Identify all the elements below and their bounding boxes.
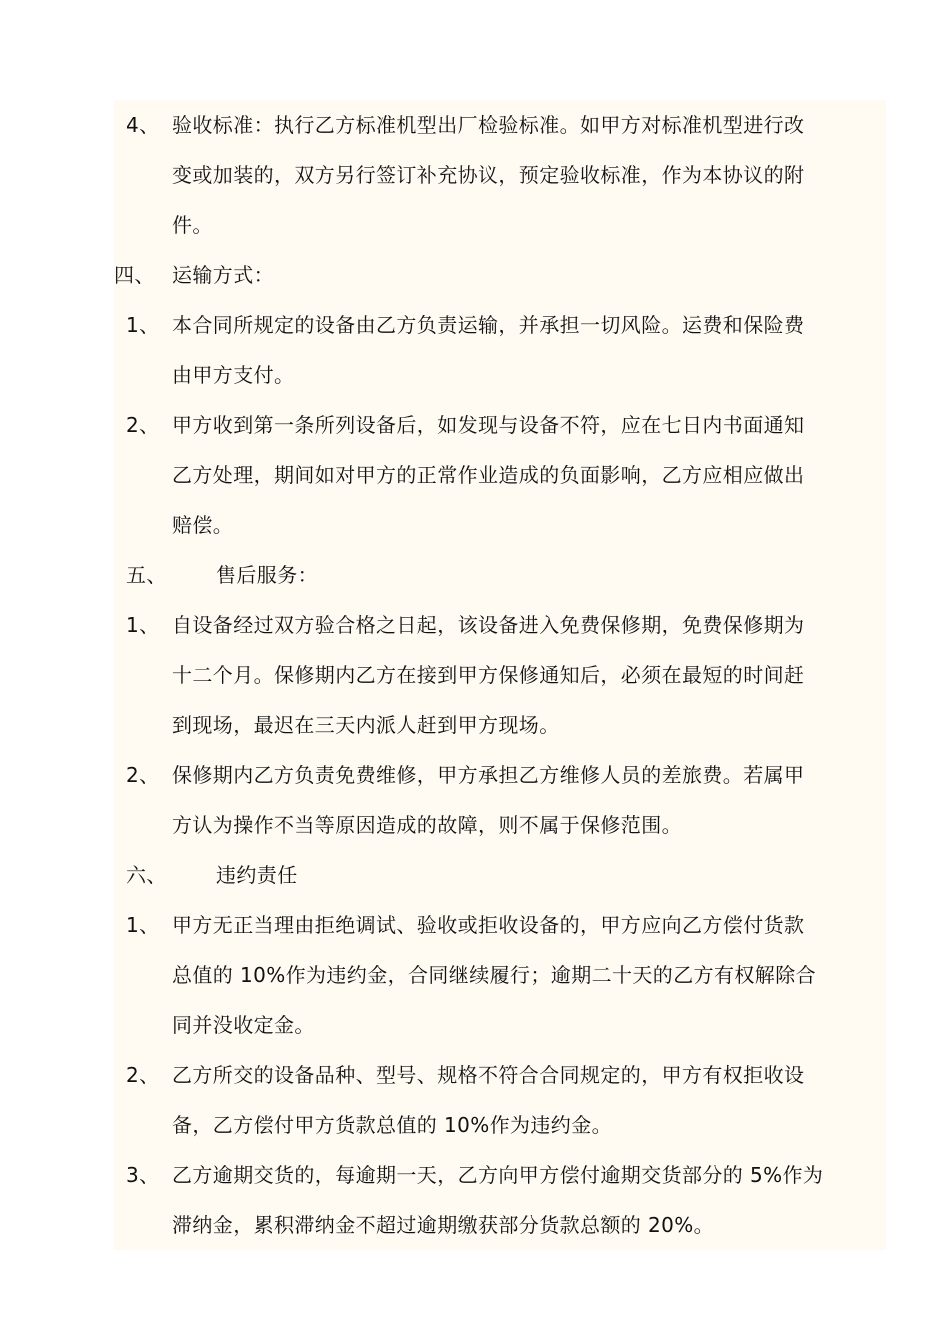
clause-line bbox=[114, 1150, 884, 1200]
clause-text: 乙方处理，期间如对甲方的正常作业造成的负面影响，乙方应相应做出 bbox=[172, 463, 805, 487]
clause-line bbox=[114, 750, 884, 800]
clause-number: 4、 bbox=[126, 113, 160, 137]
clause-text: 乙方所交的设备品种、型号、规格不符合合同规定的，甲方有权拒收设 bbox=[172, 1063, 805, 1087]
clause-line bbox=[114, 500, 884, 550]
clause-line bbox=[114, 700, 884, 750]
clause-text: 方认为操作不当等原因造成的故障，则不属于保修范围。 bbox=[172, 813, 682, 837]
clause-line bbox=[114, 1200, 884, 1250]
clause-text: 备，乙方偿付甲方货款总值的 10%作为违约金。 bbox=[172, 1113, 613, 1137]
clause-text: 同并没收定金。 bbox=[172, 1013, 315, 1037]
section-heading bbox=[114, 850, 884, 900]
clause-number: 1、 bbox=[126, 913, 160, 937]
clause-number: 2、 bbox=[126, 763, 160, 787]
section-number: 四、 bbox=[114, 263, 155, 287]
clause-line bbox=[114, 600, 884, 650]
section-title: 售后服务： bbox=[216, 563, 318, 587]
clause-text: 本合同所规定的设备由乙方负责运输，并承担一切风险。运费和保险费 bbox=[172, 313, 805, 337]
clause-line bbox=[114, 350, 884, 400]
clause-text: 甲方无正当理由拒绝调试、验收或拒收设备的，甲方应向乙方偿付货款 bbox=[172, 913, 805, 937]
clause-number: 3、 bbox=[126, 1163, 160, 1187]
clause-line bbox=[114, 1100, 884, 1150]
clause-number: 1、 bbox=[126, 313, 160, 337]
clause-number: 2、 bbox=[126, 1063, 160, 1087]
clause-text: 到现场，最迟在三天内派人赶到甲方现场。 bbox=[172, 713, 560, 737]
clause-line bbox=[114, 300, 884, 350]
clause-text: 十二个月。保修期内乙方在接到甲方保修通知后，必须在最短的时间赶 bbox=[172, 663, 805, 687]
clause-number: 2、 bbox=[126, 413, 160, 437]
section-heading bbox=[114, 550, 884, 600]
section-heading bbox=[114, 250, 884, 300]
clause-line bbox=[114, 400, 884, 450]
clause-text: 变或加装的，双方另行签订补充协议，预定验收标准，作为本协议的附 bbox=[172, 163, 805, 187]
clause-text: 甲方收到第一条所列设备后，如发现与设备不符，应在七日内书面通知 bbox=[172, 413, 805, 437]
clause-line bbox=[114, 900, 884, 950]
section-number: 六、 bbox=[126, 863, 167, 887]
clause-line bbox=[114, 200, 884, 250]
clause-text: 验收标准：执行乙方标准机型出厂检验标准。如甲方对标准机型进行改 bbox=[172, 113, 805, 137]
clause-text: 由甲方支付。 bbox=[172, 363, 295, 387]
contract-body bbox=[114, 100, 884, 1250]
clause-line bbox=[114, 450, 884, 500]
clause-text: 件。 bbox=[172, 213, 213, 237]
clause-line bbox=[114, 800, 884, 850]
clause-text: 总值的 10%作为违约金，合同继续履行；逾期二十天的乙方有权解除合 bbox=[172, 963, 817, 987]
clause-line bbox=[114, 100, 884, 150]
clause-line bbox=[114, 1000, 884, 1050]
clause-text: 保修期内乙方负责免费维修，甲方承担乙方维修人员的差旅费。若属甲 bbox=[172, 763, 805, 787]
section-number: 五、 bbox=[126, 563, 167, 587]
clause-line bbox=[114, 1050, 884, 1100]
section-title: 违约责任 bbox=[216, 863, 298, 887]
clause-line bbox=[114, 150, 884, 200]
clause-text: 滞纳金，累积滞纳金不超过逾期缴获部分货款总额的 20%。 bbox=[172, 1213, 715, 1237]
clause-number: 1、 bbox=[126, 613, 160, 637]
clause-text: 乙方逾期交货的，每逾期一天，乙方向甲方偿付逾期交货部分的 5%作为 bbox=[172, 1163, 824, 1187]
clause-text: 赔偿。 bbox=[172, 513, 234, 537]
section-title: 运输方式： bbox=[172, 263, 274, 287]
clause-text: 自设备经过双方验合格之日起，该设备进入免费保修期，免费保修期为 bbox=[172, 613, 805, 637]
clause-line bbox=[114, 950, 884, 1000]
clause-line bbox=[114, 650, 884, 700]
